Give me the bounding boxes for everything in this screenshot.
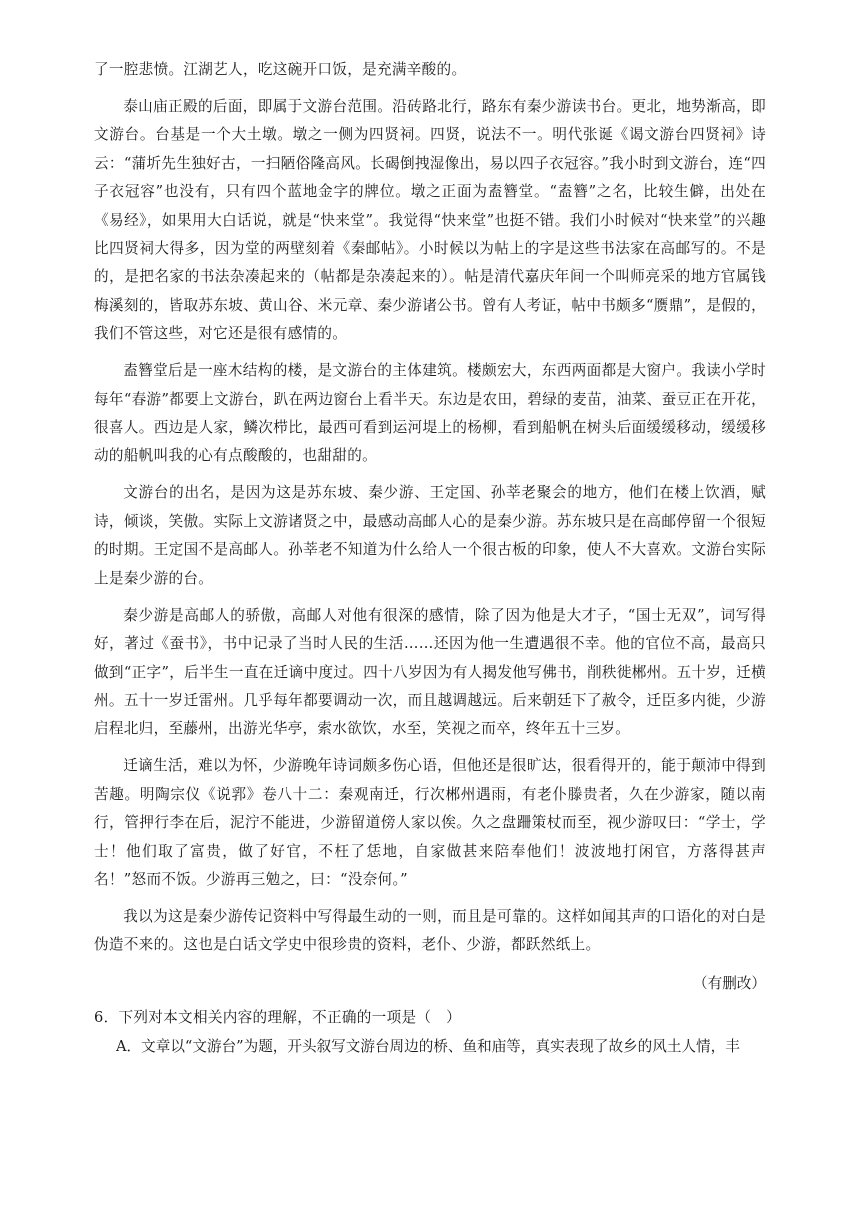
question-stem: 6．下列对本文相关内容的理解，不正确的一项是（ ） [94, 1009, 462, 1027]
paragraph-1: 了一腔悲愤。江湖艺人，吃这碗开口饭，是充满辛酸的。 [94, 61, 467, 78]
paragraph-3: 盍簪堂后是一座木结构的楼，是文游台的主体建筑。楼颇宏大，东西两面都是大窗户。我读小学时每年“春游”都要上文游台，趴在两边窗台上看半天。东边是农田，碧绿的麦苗，油菜、蚕豆正在开花，很喜人。西边是人家，鳞次栉比，最西可看到运河堤上的杨柳，看到船帆在树头后面缓缓移动，缓缓移动的船帆叫我的心有点酸酸的，也甜甜的。 [94, 362, 766, 465]
paragraph-6: 迁谪生活，难以为怀，少游晚年诗词颇多伤心语，但他还是很旷达，很看得开的，能于颠沛中得到苦趣。明陶宗仪《说郛》卷八十二：秦观南迁，行次郴州遇雨，有老仆滕贵者，久在少游家，随以南行，管押行李在后，泥泞不能进，少游留道傍人家以俟。久之盘跚策杖而至，视少游叹曰：“学士，学士！他们取了富贵，做了好官，不枉了恁地，自家做甚来陪奉他们！波波地打闲官，方落得甚声名！”怒而不饭。少游再三勉之，曰：“没奈何。” [94, 757, 766, 888]
article-body [94, 56, 766, 1061]
paragraph-7: 我以为这是秦少游传记资料中写得最生动的一则，而且是可靠的。这样如闻其声的口语化的对白是伪造不来的。这也是白话文学史中很珍贵的资料，老仆、少游，都跃然纸上。 [94, 907, 766, 954]
paragraph-5: 秦少游是高邮人的骄傲，高邮人对他有很深的感情，除了因为他是大才子，“国士无双”，词写得好，著过《蚕书》，书中记录了当时人民的生活……还因为他一生遭遇很不幸。他的官位不高，最高只做到“正字”，后半生一直在迁谪中度过。四十八岁因为有人揭发他写佛书，削秩徙郴州。五十岁，迁横州。五十一岁迁雷州。几乎每年都要调动一次，而且越调越远。后来朝廷下了赦令，迁臣多内徙，少游启程北归，至藤州，出游光华亭，索水欲饮，水至，笑视之而卒，终年五十三岁。 [94, 606, 766, 738]
question-6 [94, 1004, 766, 1061]
option-a: A．文章以“文游台”为题，开头叙写文游台周边的桥、鱼和庙等，真实表现了故乡的风土人情，丰 [116, 1037, 740, 1055]
source-note: （有删改） [693, 974, 766, 992]
paragraph-2: 泰山庙正殿的后面，即属于文游台范围。沿砖路北行，路东有秦少游读书台。更北，地势渐高，即文游台。台基是一个大土墩。墩之一侧为四贤祠。四贤，说法不一。明代张诞《谒文游台四贤祠》诗云：“蒲圻先生独好古，一扫陋俗隆高风。长碣倒拽湿像出，易以四子衣冠容。”我小时到文游台，连“四子衣冠容”也没有，只有四个蓝地金字的牌位。墩之正面为盍簪堂。“盍簪”之名，比较生僻，出处在《易经》，如果用大白话说，就是“快来堂”。我觉得“快来堂”也挺不错。我们小时候对“快来堂”的兴趣比四贤祠大得多，因为堂的两壁刻着《秦邮帖》。小时候以为帖上的字是这些书法家在高邮写的。不是的，是把名家的书法杂凑起来的（帖都是杂凑起来的）。帖是清代嘉庆年间一个叫师亮采的地方官属钱梅溪刻的，皆取苏东坡、黄山谷、米元章、秦少游诸公书。曾有人考证，帖中书颇多“赝鼎”，是假的，我们不管这些，对它还是很有感情的。 [94, 98, 766, 343]
paragraph-4: 文游台的出名，是因为这是苏东坡、秦少游、王定国、孙莘老聚会的地方，他们在楼上饮酒，赋诗，倾谈，笑傲。实际上文游诸贤之中，最感动高邮人心的是秦少游。苏东坡只是在高邮停留一个很短的时期。王定国不是高邮人。孙莘老不知道为什么给人一个很古板的印象，使人不大喜欢。文游台实际上是秦少游的台。 [94, 484, 766, 587]
